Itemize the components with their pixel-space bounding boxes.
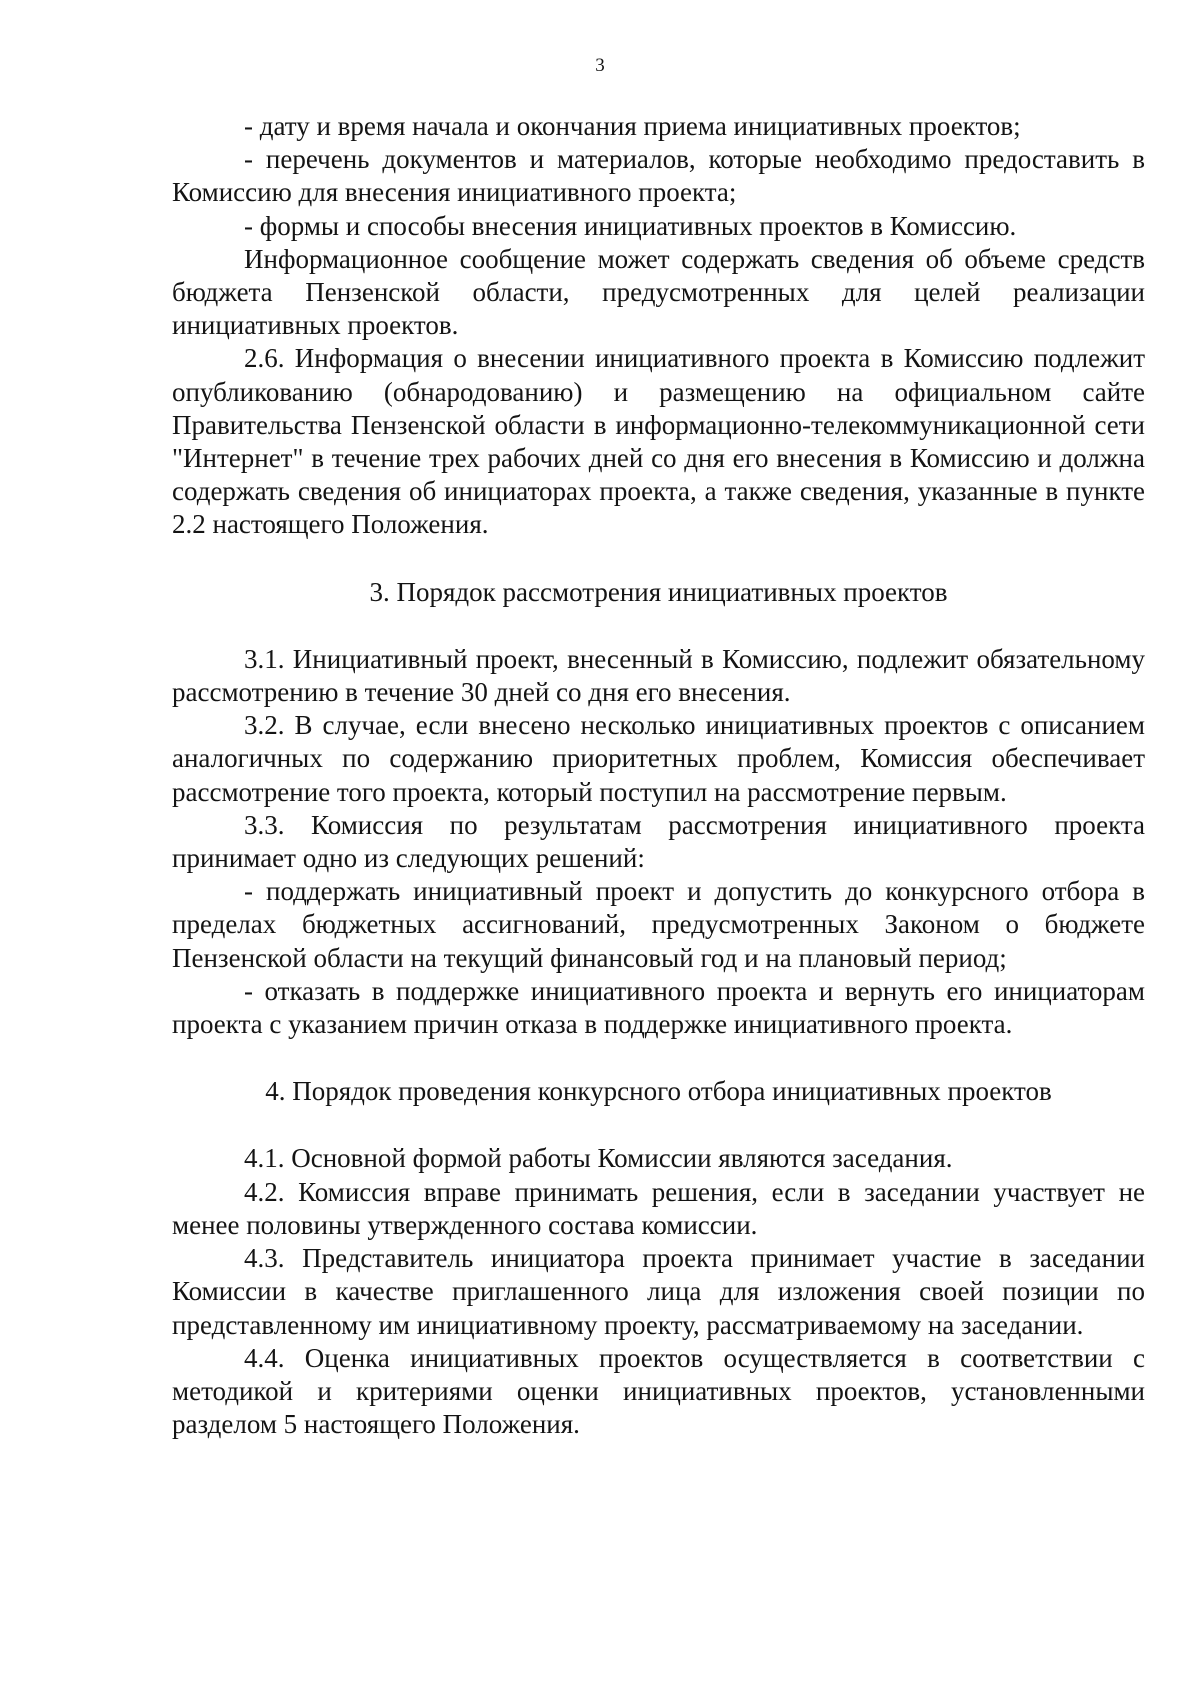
page-number: 3 xyxy=(595,55,605,76)
paragraph-4-1: 4.1. Основной формой работы Комиссии являются заседания. xyxy=(244,1143,953,1174)
list-item-support: - поддержать инициативный проект и допустить до конкурсного отбора в пределах бюджетных ассигнований, предусмотренных Законом о бюджете Пензенской области на текущий финансовый год и на плановый период; xyxy=(172,876,1145,973)
paragraph-info-message: Информационное сообщение может содержать сведения об объеме средств бюджета Пензенской области, предусмотренных для целей реализации инициативных проектов. xyxy=(172,243,1145,341)
section-3-heading: 3. Порядок рассмотрения инициативных проектов xyxy=(369,576,948,607)
paragraph-3-3: 3.3. Комиссия по результатам рассмотрения инициативного проекта принимает одно из следующих решений: xyxy=(172,809,1145,874)
paragraph-4-4: 4.4. Оценка инициативных проектов осуществляется в соответствии с методикой и критериями оценки инициативных проектов, установленными разделом 5 настоящего Положения. xyxy=(172,1342,1145,1440)
paragraph-3-2: 3.2. В случае, если внесено несколько инициативных проектов с описанием аналогичных по содержанию приоритетных проблем, Комиссия обеспечивает рассмотрение того проекта, который поступил на рассмотрение первым. xyxy=(172,710,1145,807)
list-item-documents: - перечень документов и материалов, которые необходимо предоставить в Комиссию для внесения инициативного проекта; xyxy=(172,144,1145,208)
paragraph-2-6: 2.6. Информация о внесении инициативного проекта в Комиссию подлежит опубликованию (обнародованию) и размещению на официальном сайте Правительства Пензенской области в информационно-телекоммуникационной сети "Интернет" в течение трех рабочих дней со дня его внесения в Комиссию и должна содержать сведения об инициаторах проекта, а также сведения, указанные в пункте 2.2 настоящего Положения. xyxy=(172,343,1145,540)
list-item-forms: - формы и способы внесения инициативных проектов в Комиссию. xyxy=(244,210,1017,241)
section-4-heading: 4. Порядок проведения конкурсного отбора инициативных проектов xyxy=(265,1076,1052,1107)
paragraph-3-1: 3.1. Инициативный проект, внесенный в Комиссию, подлежит обязательному рассмотрению в течение 30 дней со дня его внесения. xyxy=(172,643,1145,708)
list-item-dates: - дату и время начала и окончания приема инициативных проектов; xyxy=(244,111,1021,141)
paragraph-4-2: 4.2. Комиссия вправе принимать решения, если в заседании участвует не менее половины утвержденного состава комиссии. xyxy=(172,1176,1145,1240)
paragraph-4-3: 4.3. Представитель инициатора проекта принимает участие в заседании Комиссии в качестве приглашенного лица для изложения своей позиции по представленному им инициативному проекту, рассматриваемому на заседании. xyxy=(172,1243,1145,1340)
document-body xyxy=(172,110,1145,1441)
list-item-refuse: - отказать в поддержке инициативного проекта и вернуть его инициаторам проекта с указанием причин отказа в поддержке инициативного проекта. xyxy=(172,975,1145,1040)
